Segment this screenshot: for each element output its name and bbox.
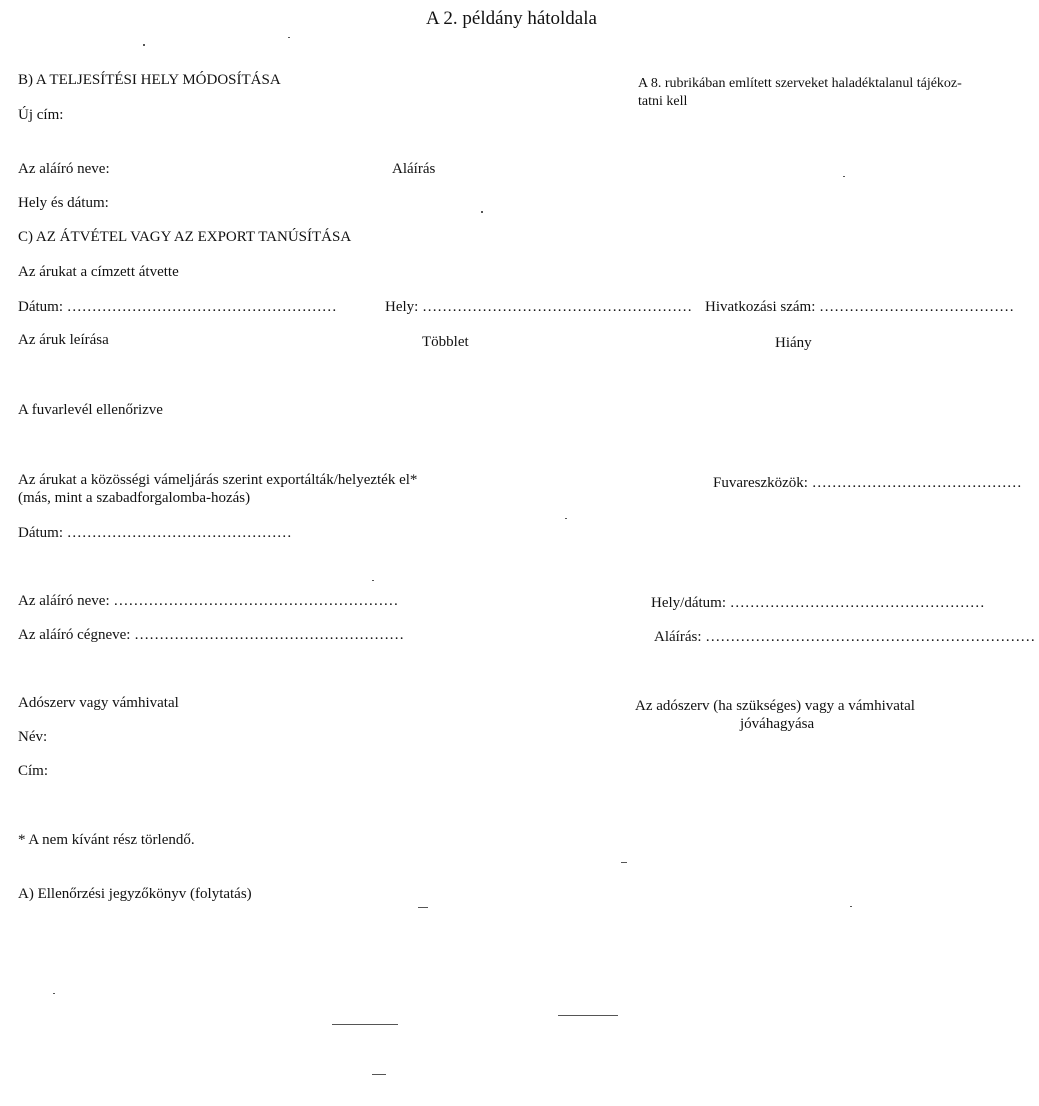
signer-name-label: Az aláíró neve: (18, 161, 110, 177)
section-b-heading: B) A TELJESÍTÉSI HELY MÓDOSÍTÁSA (18, 72, 281, 88)
company-name-field: Az aláíró cégneve: ……………………………………………… (18, 627, 405, 643)
name-label: Név: (18, 729, 48, 745)
scan-speck (843, 176, 845, 177)
page-title: A 2. példány hátoldala (426, 8, 597, 29)
scan-speck (565, 518, 567, 519)
reference-number-field: Hivatkozási szám: ………………………………… (705, 299, 1015, 315)
surplus-label: Többlet (422, 334, 469, 350)
waybill-label: A fuvarlevél ellenőrizve (18, 402, 163, 418)
transport-field: Fuvareszközök: …………………………………… (713, 475, 1022, 491)
date-field: Dátum: ……………………………………………… (18, 299, 337, 315)
scan-speck (850, 906, 852, 907)
scan-speck (621, 862, 627, 863)
scan-speck (372, 1074, 386, 1075)
scan-speck (418, 907, 428, 908)
footnote: * A nem kívánt rész törlendő. (18, 832, 195, 848)
scan-speck (372, 580, 374, 581)
new-address-label: Új cím: (18, 107, 64, 123)
goods-description-label: Az áruk leírása (18, 332, 109, 348)
date2-field: Dátum: ……………………………………… (18, 525, 292, 541)
place-date-label: Hely és dátum: (18, 195, 109, 211)
scan-speck (332, 1024, 398, 1025)
section-c-heading: C) AZ ÁTVÉTEL VAGY AZ EXPORT TANÚSÍTÁSA (18, 229, 352, 245)
scan-speck (558, 1015, 618, 1016)
notify-note-line1: A 8. rubrikában említett szerveket haladéktalanul tájékoz- (638, 76, 962, 91)
scan-speck (288, 37, 290, 38)
scan-speck (143, 44, 145, 46)
exported-line2: (más, mint a szabadforgalomba-hozás) (18, 490, 251, 506)
signature2-field: Aláírás: ………………………………………………………… (654, 629, 1036, 645)
scan-speck (481, 211, 483, 213)
signature-label: Aláírás (392, 161, 436, 177)
approval-line1: Az adószerv (ha szükséges) vagy a vámhivatal (635, 698, 915, 714)
received-label: Az árukat a címzett átvette (18, 264, 179, 280)
approval-line2: jóváhagyása (740, 716, 815, 732)
signer-name2-field: Az aláíró neve: ………………………………………………… (18, 593, 399, 609)
scan-speck (53, 993, 55, 994)
shortage-label: Hiány (775, 335, 812, 351)
place-field: Hely: ……………………………………………… (385, 299, 693, 315)
tax-office-label: Adószerv vagy vámhivatal (18, 695, 179, 711)
section-a-heading: A) Ellenőrzési jegyzőkönyv (folytatás) (18, 886, 252, 902)
exported-line1: Az árukat a közösségi vámeljárás szerint exportálták/helyezték el* (18, 472, 418, 488)
place-date2-field: Hely/dátum: …………………………………………… (651, 595, 985, 611)
address-label: Cím: (18, 763, 49, 779)
notify-note-line2: tatni kell (638, 94, 688, 109)
